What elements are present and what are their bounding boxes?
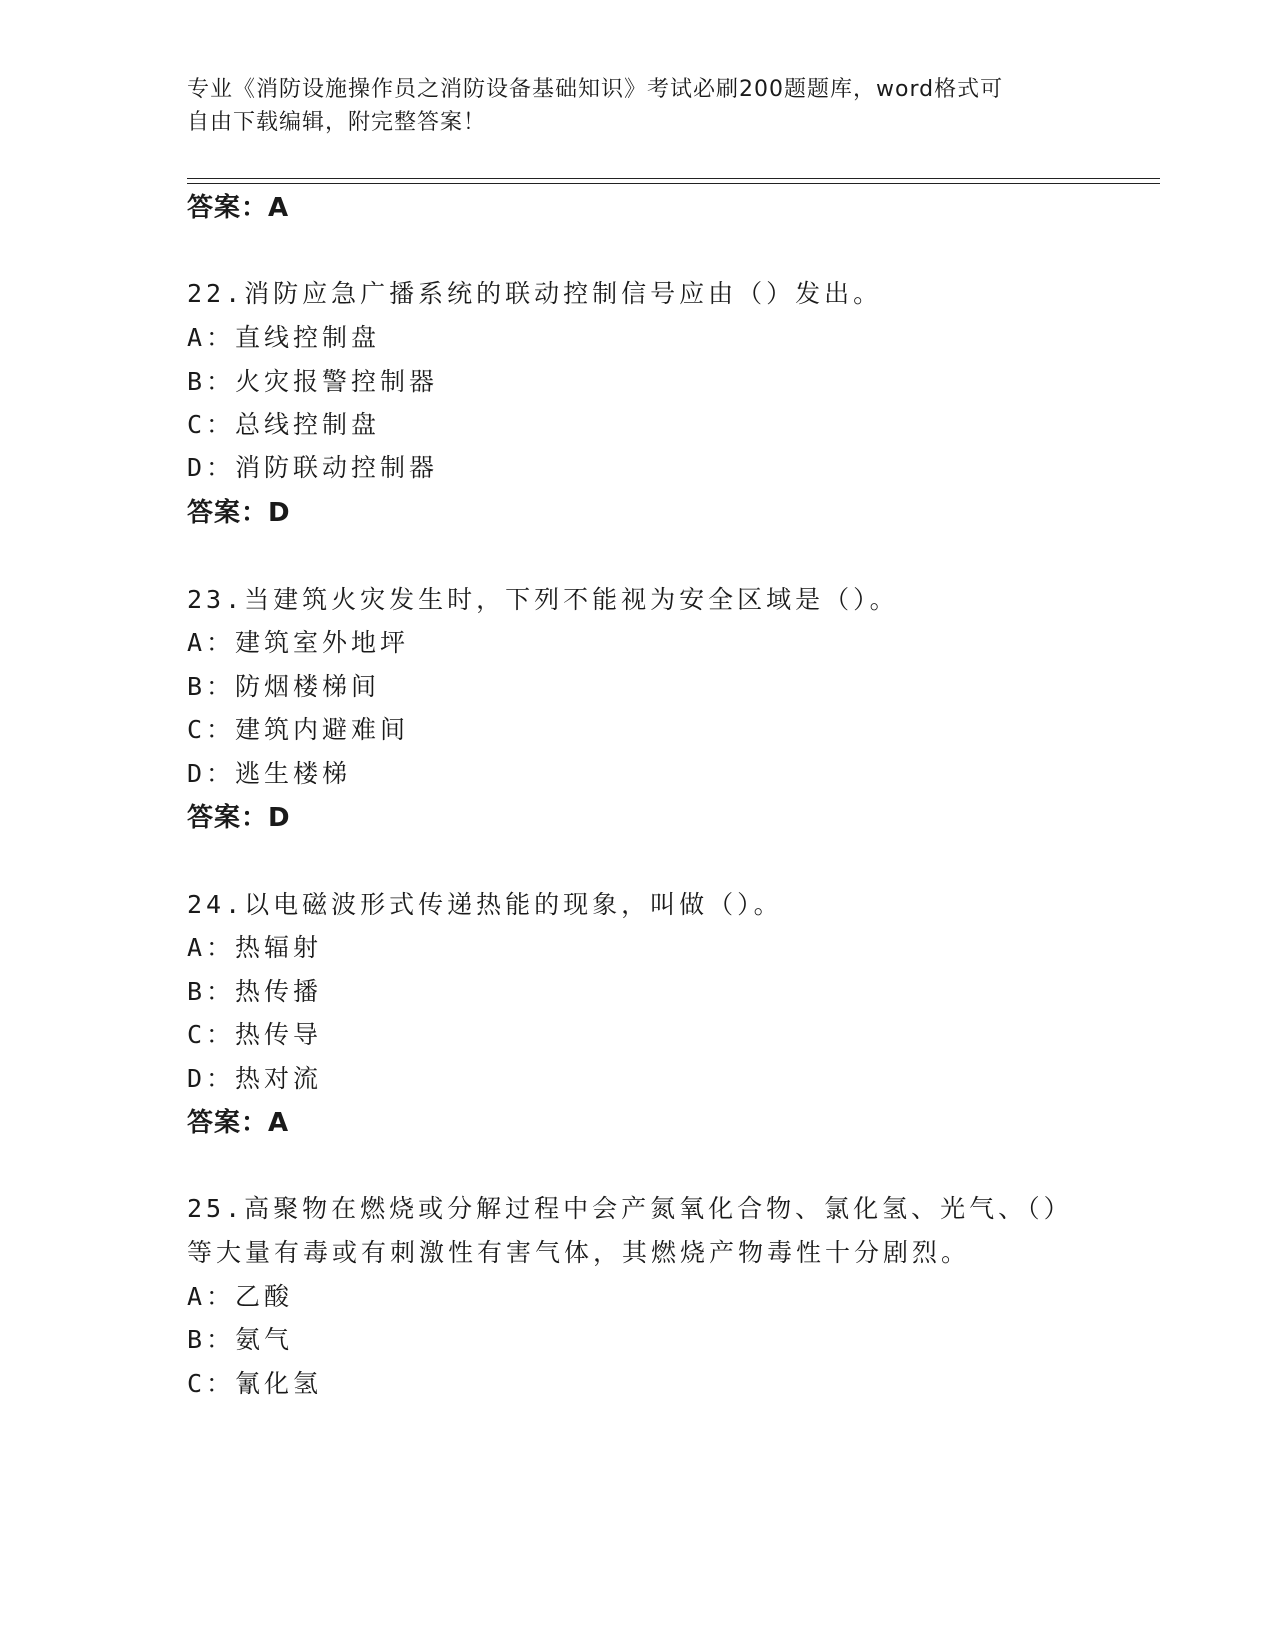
header-divider-top: [187, 178, 1160, 179]
question-text: 22.消防应急广播系统的联动控制信号应由（）发出。: [187, 279, 883, 308]
option-a: A：建筑室外地坪: [187, 628, 410, 657]
question-text-line-1: 25.高聚物在燃烧或分解过程中会产氮氧化合物、氯化氢、光气、（）: [187, 1194, 1073, 1223]
option-b: B：热传播: [187, 977, 323, 1006]
document-header: [187, 73, 1067, 139]
option-d: D：逃生楼梯: [187, 759, 352, 788]
header-divider-bottom: [187, 183, 1160, 184]
option-a: A：直线控制盘: [187, 323, 381, 352]
previous-answer: 答案：A: [187, 193, 290, 223]
question-text: 24.以电磁波形式传递热能的现象，叫做（）。: [187, 890, 783, 919]
option-c: C：建筑内避难间: [187, 715, 410, 744]
option-b: B：氨气: [187, 1325, 294, 1354]
option-a: A：热辐射: [187, 933, 323, 962]
question-text-line-2: 等大量有毒或有刺激性有害气体，其燃烧产物毒性十分剧烈。: [187, 1238, 971, 1267]
option-b: B：防烟楼梯间: [187, 672, 381, 701]
header-line-2: 自由下载编辑，附完整答案！: [187, 110, 487, 135]
answer-label: 答案：D: [187, 498, 291, 528]
option-b: B：火灾报警控制器: [187, 367, 439, 396]
option-d: D：消防联动控制器: [187, 453, 439, 482]
header-line-1: 专业《消防设施操作员之消防设备基础知识》考试必刷200题题库，word格式可: [187, 77, 1004, 102]
option-c: C：热传导: [187, 1020, 323, 1049]
question-text: 23.当建筑火灾发生时，下列不能视为安全区域是（）。: [187, 585, 899, 614]
answer-label: 答案：D: [187, 803, 291, 833]
option-a: A：乙酸: [187, 1282, 294, 1311]
option-c: C：总线控制盘: [187, 410, 381, 439]
option-d: D：热对流: [187, 1064, 323, 1093]
answer-label: 答案：A: [187, 1108, 290, 1138]
option-c: C：氰化氢: [187, 1369, 323, 1398]
